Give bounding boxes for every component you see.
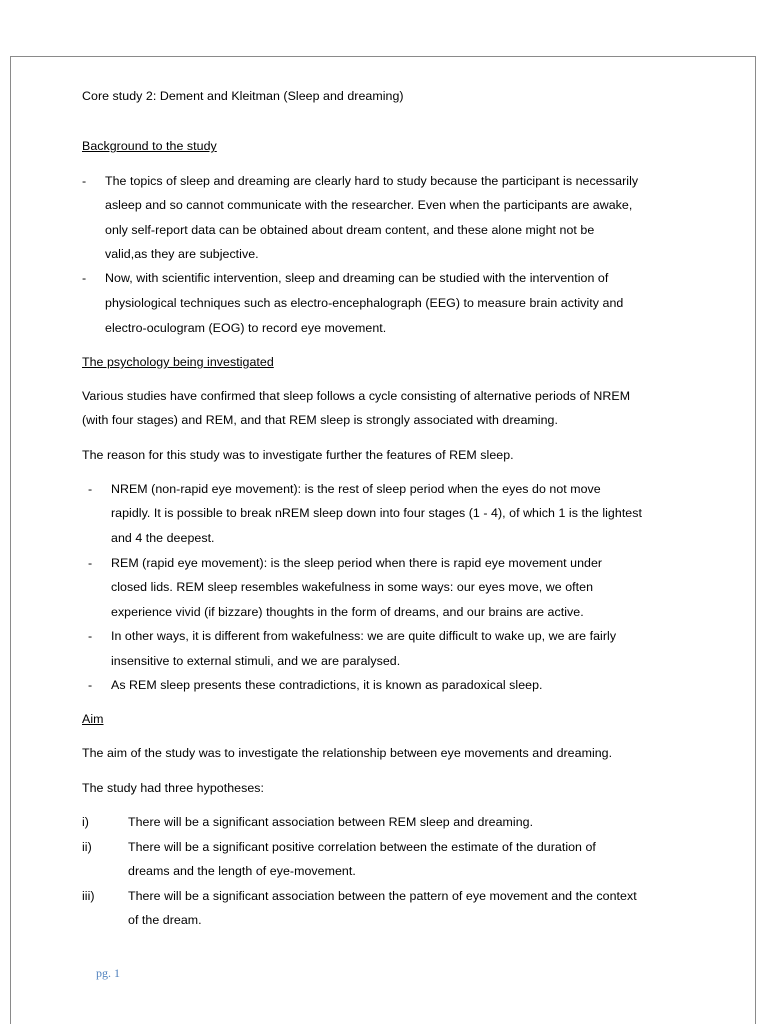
hypotheses-intro: The study had three hypotheses:	[82, 781, 265, 795]
hypothesis-line: There will be a significant association between REM sleep and dreaming.	[128, 815, 534, 829]
bullet-line: Now, with scientific intervention, sleep and dreaming can be studied with the intervention of	[105, 271, 609, 285]
bullet-line: As REM sleep presents these contradictions, it is known as paradoxical sleep.	[111, 678, 543, 692]
psychology-paragraph: The reason for this study was to investigate further the features of REM sleep.	[82, 448, 514, 462]
bullet-line: and 4 the deepest.	[111, 531, 215, 545]
aim-heading: Aim	[82, 712, 104, 726]
bullet-marker: -	[88, 678, 93, 692]
background-heading: Background to the study	[82, 139, 217, 153]
bullet-line: In other ways, it is different from wakefulness: we are quite difficult to wake up, we are fairly	[111, 629, 617, 643]
hypothesis-line: of the dream.	[128, 913, 202, 927]
hypothesis-number: i)	[82, 815, 89, 829]
bullet-line: insensitive to external stimuli, and we are paralysed.	[111, 654, 401, 668]
bullet-line: only self-report data can be obtained about dream content, and these alone might not be	[105, 223, 595, 237]
hypothesis-line: There will be a significant positive correlation between the estimate of the duration of	[128, 840, 596, 854]
psychology-paragraph-line: (with four stages) and REM, and that REM sleep is strongly associated with dreaming.	[82, 413, 558, 427]
hypothesis-line: There will be a significant association between the pattern of eye movement and the context	[128, 889, 637, 903]
document-title: Core study 2: Dement and Kleitman (Sleep and dreaming)	[82, 89, 404, 103]
bullet-line: rapidly. It is possible to break nREM sleep down into four stages (1 - 4), of which 1 is the lightest	[111, 506, 642, 520]
bullet-marker: -	[88, 629, 93, 643]
hypothesis-line: dreams and the length of eye-movement.	[128, 864, 356, 878]
page-number: pg. 1	[96, 966, 120, 980]
bullet-line: asleep and so cannot communicate with the researcher. Even when the participants are awake,	[105, 198, 633, 212]
bullet-marker: -	[82, 271, 87, 285]
bullet-line: closed lids. REM sleep resembles wakefulness in some ways: our eyes move, we often	[111, 580, 594, 594]
hypothesis-number: ii)	[82, 840, 92, 854]
psychology-paragraph-line: Various studies have confirmed that sleep follows a cycle consisting of alternative periods of NREM	[82, 389, 631, 403]
bullet-line: REM (rapid eye movement): is the sleep period when there is rapid eye movement under	[111, 556, 603, 570]
bullet-line: experience vivid (if bizzare) thoughts in the form of dreams, and our brains are active.	[111, 605, 584, 619]
bullet-line: valid,as they are subjective.	[105, 247, 259, 261]
hypothesis-number: iii)	[82, 889, 95, 903]
bullet-line: NREM (non-rapid eye movement): is the rest of sleep period when the eyes do not move	[111, 482, 601, 496]
bullet-line: physiological techniques such as electro-encephalograph (EEG) to measure brain activity and	[105, 296, 624, 310]
aim-paragraph: The aim of the study was to investigate the relationship between eye movements and dreaming.	[82, 746, 613, 760]
psychology-heading: The psychology being investigated	[82, 355, 274, 369]
bullet-line: The topics of sleep and dreaming are clearly hard to study because the participant is necessarily	[105, 174, 639, 188]
bullet-marker: -	[88, 556, 93, 570]
bullet-marker: -	[88, 482, 93, 496]
bullet-marker: -	[82, 174, 87, 188]
bullet-line: electro-oculogram (EOG) to record eye movement.	[105, 321, 387, 335]
